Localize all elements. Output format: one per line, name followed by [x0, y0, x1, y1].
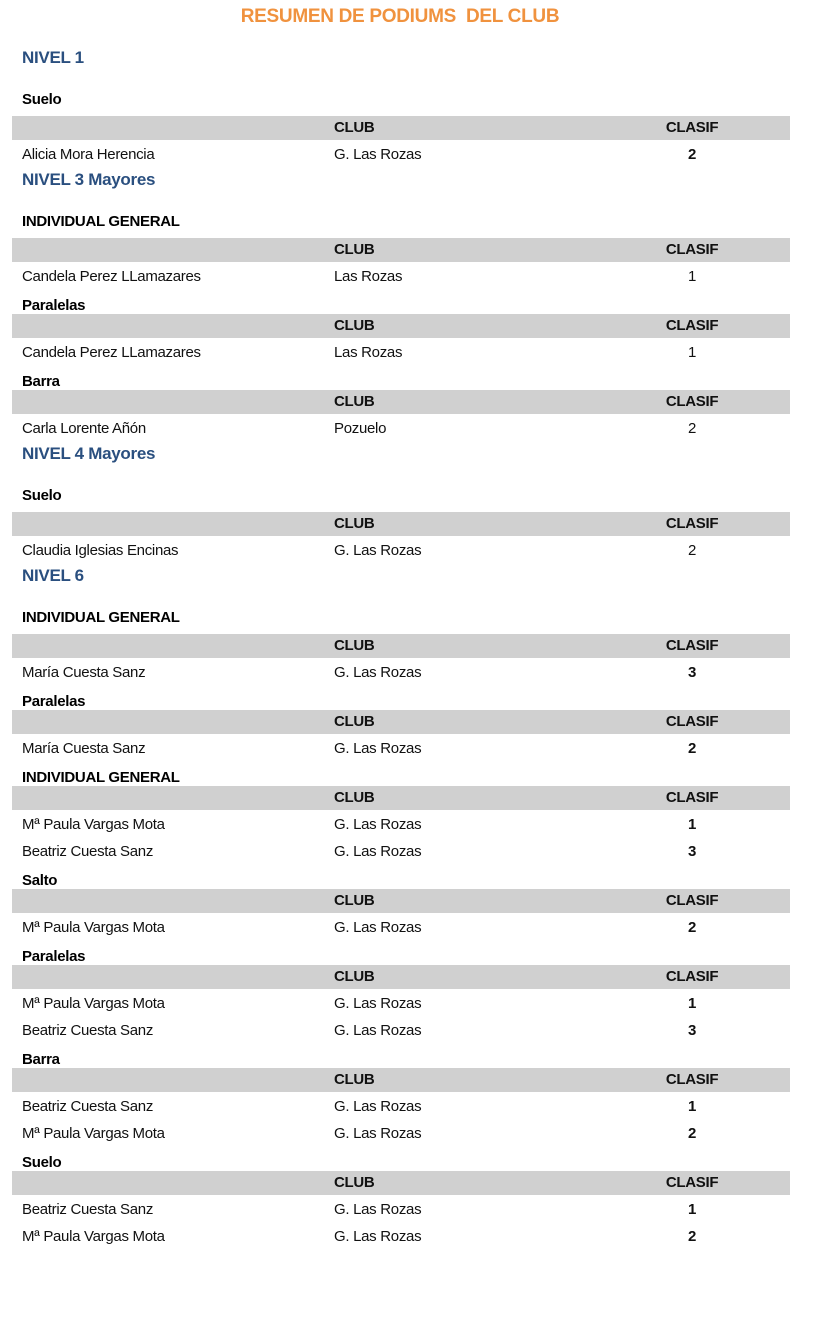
clasif-column-header: CLASIF [665, 713, 719, 730]
gymnast-name: Mª Paula Vargas Mota [22, 1125, 165, 1142]
event-heading: Paralelas [22, 693, 86, 710]
gymnast-name: María Cuesta Sanz [22, 664, 146, 681]
level-heading: NIVEL 6 [22, 566, 84, 585]
table-row [12, 992, 790, 1016]
gymnast-name: Candela Perez LLamazares [22, 344, 201, 361]
event-heading: Paralelas [22, 948, 86, 965]
event-heading: Barra [22, 373, 60, 390]
classification: 1 [687, 268, 697, 285]
table-row [12, 1198, 790, 1222]
club-column-header: CLUB [334, 968, 375, 985]
table-header [12, 710, 790, 734]
club-column-header: CLUB [334, 637, 375, 654]
clasif-column-header: CLASIF [665, 637, 719, 654]
clasif-column-header: CLASIF [665, 393, 719, 410]
club-column-header: CLUB [334, 119, 375, 136]
club-name: G. Las Rozas [334, 146, 422, 163]
classification: 1 [687, 344, 697, 361]
clasif-column-header: CLASIF [665, 789, 719, 806]
classification: 2 [687, 1228, 697, 1245]
gymnast-name: Mª Paula Vargas Mota [22, 1228, 165, 1245]
level-heading: NIVEL 1 [22, 48, 84, 67]
clasif-column-header: CLASIF [665, 515, 719, 532]
club-name: G. Las Rozas [334, 843, 422, 860]
classification: 2 [687, 740, 697, 757]
table-header [12, 390, 790, 414]
classification: 1 [687, 1201, 697, 1218]
table-row [12, 1122, 790, 1146]
gymnast-name: Beatriz Cuesta Sanz [22, 1022, 154, 1039]
classification: 2 [687, 542, 697, 559]
event-heading: INDIVIDUAL GENERAL [22, 769, 180, 786]
table-header [12, 116, 790, 140]
event-heading: INDIVIDUAL GENERAL [22, 609, 180, 626]
event-heading: Barra [22, 1051, 60, 1068]
classification: 1 [687, 1098, 697, 1115]
table-row [12, 840, 790, 864]
classification: 2 [687, 146, 697, 163]
classification: 1 [687, 816, 697, 833]
classification: 3 [687, 664, 697, 681]
club-name: Las Rozas [334, 268, 403, 285]
club-column-header: CLUB [334, 1071, 375, 1088]
gymnast-name: Beatriz Cuesta Sanz [22, 1201, 154, 1218]
classification: 2 [687, 1125, 697, 1142]
gymnast-name: Beatriz Cuesta Sanz [22, 843, 154, 860]
clasif-column-header: CLASIF [665, 317, 719, 334]
table-row [12, 417, 790, 441]
club-column-header: CLUB [334, 241, 375, 258]
club-name: G. Las Rozas [334, 919, 422, 936]
club-name: G. Las Rozas [334, 995, 422, 1012]
club-name: G. Las Rozas [334, 1228, 422, 1245]
table-header [12, 634, 790, 658]
event-heading: Paralelas [22, 297, 86, 314]
club-name: G. Las Rozas [334, 740, 422, 757]
gymnast-name: Alicia Mora Herencia [22, 146, 155, 163]
clasif-column-header: CLASIF [665, 892, 719, 909]
clasif-column-header: CLASIF [665, 968, 719, 985]
club-name: G. Las Rozas [334, 542, 422, 559]
club-name: Pozuelo [334, 420, 387, 437]
event-heading: Suelo [22, 487, 62, 504]
table-row [12, 143, 790, 167]
club-name: G. Las Rozas [334, 1201, 422, 1218]
table-row [12, 1225, 790, 1249]
club-column-header: CLUB [334, 393, 375, 410]
table-row [12, 1019, 790, 1043]
club-name: Las Rozas [334, 344, 403, 361]
page-title: RESUMEN DE PODIUMS DEL CLUB [240, 6, 560, 27]
club-name: G. Las Rozas [334, 816, 422, 833]
table-row [12, 661, 790, 685]
gymnast-name: María Cuesta Sanz [22, 740, 146, 757]
event-heading: Salto [22, 872, 58, 889]
event-heading: INDIVIDUAL GENERAL [22, 213, 180, 230]
table-header [12, 786, 790, 810]
club-name: G. Las Rozas [334, 1125, 422, 1142]
club-column-header: CLUB [334, 515, 375, 532]
classification: 2 [687, 420, 697, 437]
level-heading: NIVEL 3 Mayores [22, 170, 156, 189]
table-header [12, 512, 790, 536]
club-column-header: CLUB [334, 789, 375, 806]
table-row [12, 1095, 790, 1119]
table-header [12, 965, 790, 989]
table-row [12, 341, 790, 365]
table-header [12, 238, 790, 262]
club-name: G. Las Rozas [334, 1098, 422, 1115]
table-row [12, 265, 790, 289]
table-header [12, 1171, 790, 1195]
club-column-header: CLUB [334, 892, 375, 909]
gymnast-name: Candela Perez LLamazares [22, 268, 201, 285]
table-row [12, 539, 790, 563]
gymnast-name: Mª Paula Vargas Mota [22, 919, 165, 936]
gymnast-name: Beatriz Cuesta Sanz [22, 1098, 154, 1115]
event-heading: Suelo [22, 1154, 62, 1171]
classification: 3 [687, 1022, 697, 1039]
club-name: G. Las Rozas [334, 664, 422, 681]
classification: 3 [687, 843, 697, 860]
level-heading: NIVEL 4 Mayores [22, 444, 156, 463]
table-header [12, 889, 790, 913]
club-name: G. Las Rozas [334, 1022, 422, 1039]
clasif-column-header: CLASIF [665, 119, 719, 136]
table-row [12, 916, 790, 940]
table-header [12, 314, 790, 338]
gymnast-name: Mª Paula Vargas Mota [22, 995, 165, 1012]
table-row [12, 813, 790, 837]
clasif-column-header: CLASIF [665, 1071, 719, 1088]
clasif-column-header: CLASIF [665, 241, 719, 258]
classification: 2 [687, 919, 697, 936]
clasif-column-header: CLASIF [665, 1174, 719, 1191]
gymnast-name: Claudia Iglesias Encinas [22, 542, 179, 559]
table-header [12, 1068, 790, 1092]
club-column-header: CLUB [334, 1174, 375, 1191]
classification: 1 [687, 995, 697, 1012]
table-row [12, 737, 790, 761]
club-column-header: CLUB [334, 713, 375, 730]
gymnast-name: Carla Lorente Añón [22, 420, 146, 437]
event-heading: Suelo [22, 91, 62, 108]
gymnast-name: Mª Paula Vargas Mota [22, 816, 165, 833]
club-column-header: CLUB [334, 317, 375, 334]
